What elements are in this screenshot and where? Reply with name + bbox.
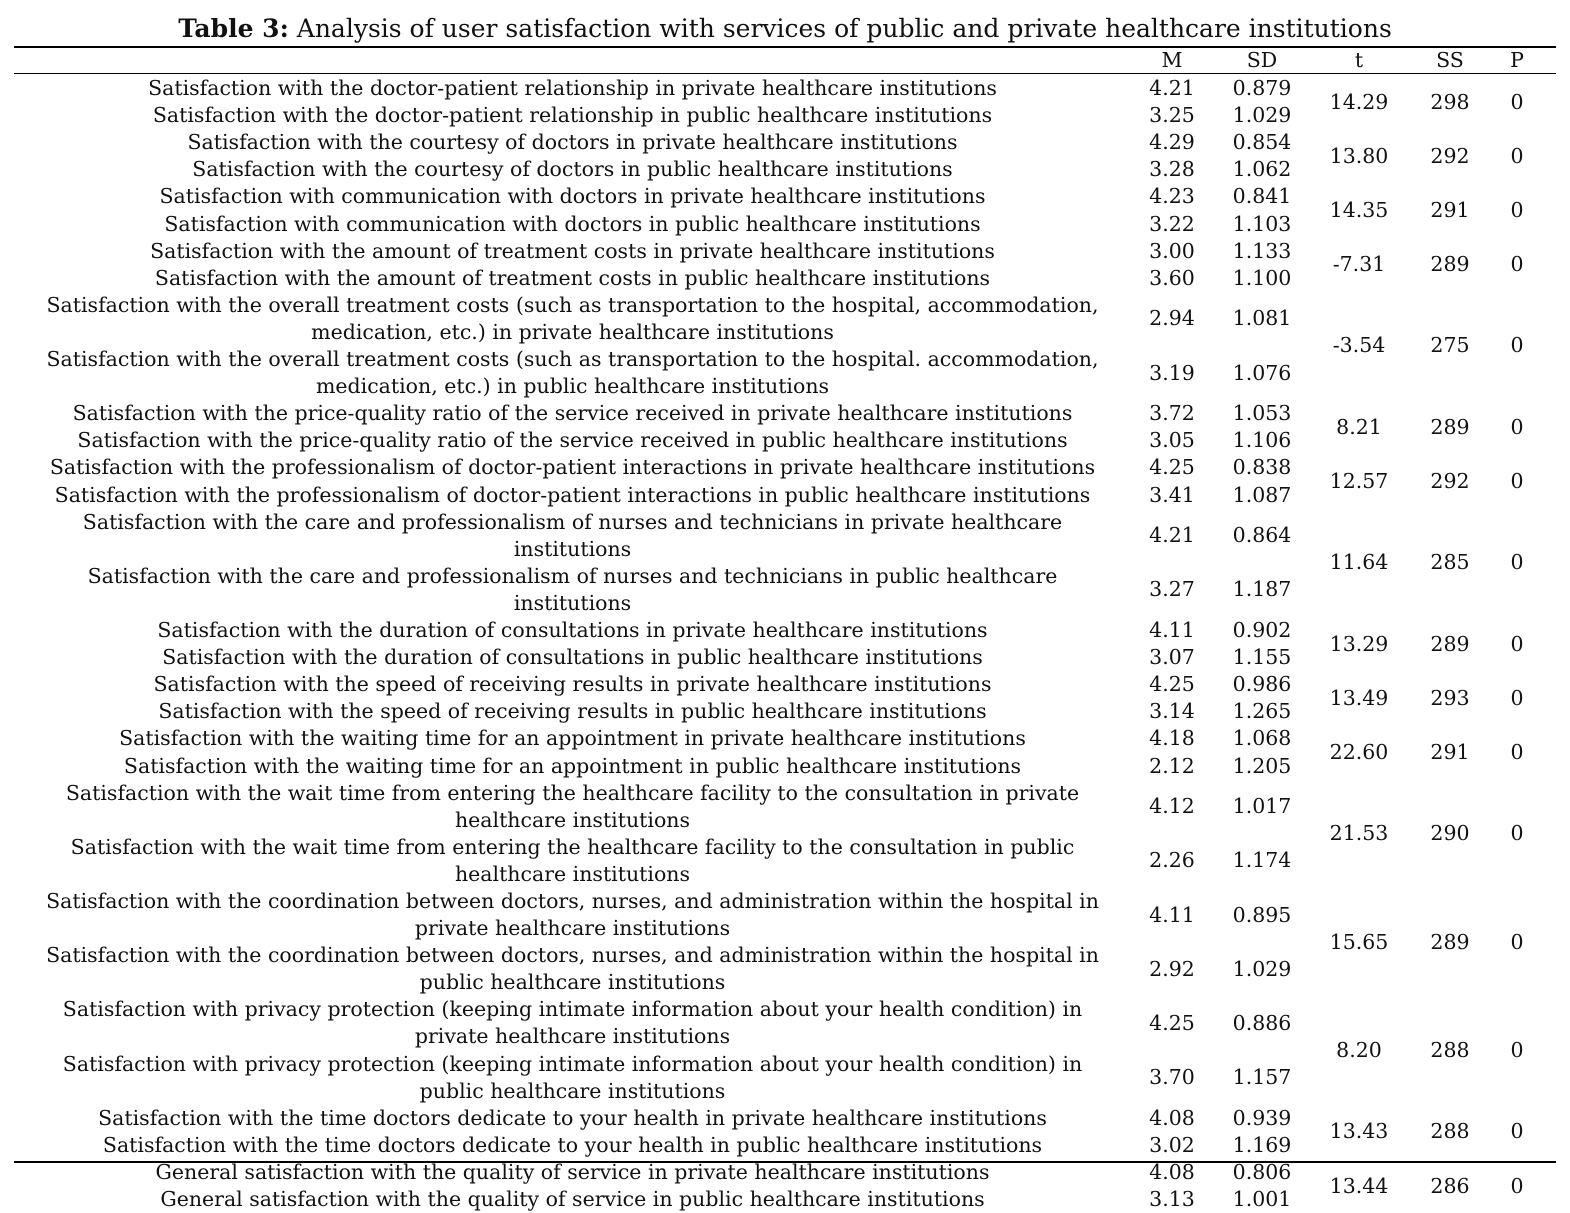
cell-p: 0: [1510, 821, 1524, 846]
row-label: Satisfaction with the duration of consultations in private healthcare institutions: [157, 618, 988, 642]
cell-sd: 1.053: [1232, 401, 1292, 426]
row-label: Satisfaction with the overall treatment costs (such as transportation to the hospital, accommodation, medication, etc.) in private healthcare institutions: [46, 292, 1099, 344]
cell-sd: 1.169: [1232, 1132, 1292, 1157]
cell-m: 4.25: [1149, 1010, 1195, 1035]
cell-m: 3.70: [1149, 1065, 1195, 1090]
cell-p: 0: [1510, 89, 1524, 114]
cell-t: 13.29: [1329, 631, 1389, 656]
cell-p: 0: [1510, 333, 1524, 358]
cell-sd: 0.879: [1232, 76, 1292, 101]
row-label: Satisfaction with the coordination between doctors, nurses, and administration within the hospital in public healthcare institutions: [46, 943, 1099, 995]
cell-sd: 0.838: [1232, 455, 1292, 480]
row-label: Satisfaction with the duration of consultations in public healthcare institutions: [162, 645, 983, 670]
cell-sd: 1.001: [1232, 1187, 1292, 1212]
cell-t: -7.31: [1332, 252, 1386, 277]
cell-sd: 1.103: [1232, 211, 1292, 236]
row-label: Satisfaction with privacy protection (keeping intimate information about your health condition) in public healthcare institutions: [62, 1051, 1083, 1103]
cell-ss: 292: [1430, 143, 1470, 168]
cell-m: 4.25: [1149, 455, 1195, 480]
cell-m: 4.21: [1149, 76, 1195, 101]
cell-sd: 1.106: [1232, 428, 1292, 453]
cell-ss: 289: [1430, 252, 1470, 277]
column-header-p: P: [1510, 48, 1524, 72]
row-label: Satisfaction with the wait time from entering the healthcare facility to the consultation in public healthcare institutions: [70, 834, 1075, 886]
cell-ss: 298: [1430, 89, 1470, 114]
row-label: Satisfaction with the coordination between doctors, nurses, and administration within the hospital in private healthcare institutions: [46, 889, 1099, 940]
row-label: Satisfaction with communication with doctors in private healthcare institutions: [159, 184, 986, 209]
column-header-ss: SS: [1436, 48, 1464, 72]
row-label: Satisfaction with the professionalism of doctor-patient interactions in private healthcare institutions: [49, 455, 1096, 480]
row-label: Satisfaction with the amount of treatment costs in private healthcare institutions: [150, 238, 995, 263]
cell-sd: 0.806: [1232, 1160, 1292, 1185]
column-header-m: M: [1161, 48, 1183, 72]
cell-p: 0: [1510, 468, 1524, 493]
row-label: Satisfaction with the doctor-patient relationship in private healthcare institutions: [148, 76, 997, 100]
cell-sd: 0.841: [1232, 184, 1292, 209]
cell-m: 3.13: [1149, 1187, 1195, 1212]
cell-ss: 275: [1430, 333, 1470, 358]
cell-t: -3.54: [1332, 333, 1386, 358]
cell-p: 0: [1510, 143, 1524, 168]
cell-t: 11.64: [1329, 550, 1389, 575]
cell-m: 4.11: [1149, 618, 1195, 643]
cell-p: 0: [1510, 197, 1524, 222]
cell-sd: 1.029: [1232, 956, 1292, 981]
cell-ss: 291: [1430, 739, 1470, 764]
cell-t: 12.57: [1329, 468, 1389, 493]
cell-sd: 1.187: [1232, 577, 1292, 602]
cell-m: 3.05: [1149, 428, 1195, 453]
cell-m: 4.23: [1149, 184, 1195, 209]
cell-sd: 0.895: [1232, 902, 1292, 927]
cell-p: 0: [1510, 631, 1524, 656]
cell-t: 13.44: [1329, 1173, 1389, 1198]
cell-sd: 0.854: [1232, 130, 1292, 155]
cell-m: 4.12: [1149, 794, 1195, 819]
cell-sd: 1.068: [1232, 726, 1292, 751]
cell-ss: 285: [1430, 550, 1470, 575]
row-label: Satisfaction with the professionalism of doctor-patient interactions in public healthcare institutions: [54, 482, 1091, 507]
cell-p: 0: [1510, 929, 1524, 954]
cell-p: 0: [1510, 739, 1524, 764]
cell-m: 4.08: [1149, 1160, 1195, 1185]
cell-sd: 1.157: [1232, 1065, 1292, 1090]
cell-m: 3.60: [1149, 265, 1195, 290]
cell-ss: 286: [1430, 1173, 1470, 1198]
cell-sd: 1.133: [1232, 238, 1292, 263]
row-label: Satisfaction with the speed of receiving results in public healthcare institutions: [158, 699, 987, 724]
cell-sd: 0.939: [1232, 1105, 1292, 1130]
cell-sd: 1.265: [1232, 699, 1292, 724]
cell-ss: 289: [1430, 929, 1470, 954]
cell-sd: 1.081: [1232, 306, 1292, 331]
cell-m: 3.02: [1149, 1132, 1195, 1157]
cell-p: 0: [1510, 1173, 1524, 1198]
row-label: Satisfaction with the waiting time for an appointment in private healthcare institutions: [119, 726, 1026, 751]
cell-sd: 1.100: [1232, 265, 1292, 290]
row-label: Satisfaction with the price-quality ratio of the service received in public healthcare institutions: [77, 428, 1068, 453]
cell-ss: 289: [1430, 631, 1470, 656]
cell-m: 4.25: [1149, 672, 1195, 697]
cell-t: 22.60: [1329, 739, 1389, 764]
table-caption-text: Analysis of user satisfaction with services of public and private healthcare institutions: [296, 14, 1392, 43]
cell-m: 3.22: [1149, 211, 1195, 236]
cell-m: 4.08: [1149, 1105, 1195, 1130]
cell-m: 4.21: [1149, 523, 1195, 548]
cell-sd: 1.205: [1232, 753, 1292, 778]
cell-t: 8.21: [1336, 414, 1382, 439]
cell-t: 13.43: [1329, 1119, 1389, 1144]
cell-sd: 1.017: [1232, 794, 1292, 819]
row-label: Satisfaction with the courtesy of doctors in public healthcare institutions: [192, 157, 953, 182]
cell-m: 2.12: [1149, 753, 1195, 778]
row-label: Satisfaction with the wait time from entering the healthcare facility to the consultation in private healthcare institutions: [65, 780, 1080, 832]
cell-p: 0: [1510, 252, 1524, 277]
row-label: Satisfaction with the time doctors dedicate to your health in public healthcare institutions: [102, 1132, 1043, 1157]
cell-ss: 288: [1430, 1119, 1470, 1144]
row-label: Satisfaction with the courtesy of doctors in private healthcare institutions: [187, 130, 958, 155]
table-caption-prefix: Table 3:: [178, 14, 289, 43]
cell-t: 15.65: [1329, 929, 1389, 954]
cell-m: 4.29: [1149, 130, 1195, 155]
cell-p: 0: [1510, 1119, 1524, 1144]
cell-m: 3.72: [1149, 401, 1195, 426]
cell-m: 2.94: [1149, 306, 1195, 331]
cell-m: 4.18: [1149, 726, 1195, 751]
cell-sd: 0.864: [1232, 523, 1292, 548]
cell-sd: 1.029: [1232, 103, 1292, 128]
cell-p: 0: [1510, 1038, 1524, 1063]
cell-sd: 1.155: [1232, 645, 1292, 670]
cell-t: 21.53: [1329, 821, 1389, 846]
cell-sd: 1.087: [1232, 482, 1292, 507]
cell-ss: 289: [1430, 414, 1470, 439]
row-label: Satisfaction with the care and professionalism of nurses and technicians in private healthcare institutions: [82, 509, 1063, 561]
cell-m: 3.14: [1149, 699, 1195, 724]
cell-t: 13.80: [1329, 143, 1389, 168]
row-label: Satisfaction with the care and professionalism of nurses and technicians in public healthcare institutions: [87, 563, 1058, 615]
cell-p: 0: [1510, 414, 1524, 439]
cell-sd: 1.174: [1232, 848, 1292, 873]
cell-m: 3.28: [1149, 157, 1195, 182]
row-label: Satisfaction with communication with doctors in public healthcare institutions: [164, 211, 981, 236]
row-label: Satisfaction with the speed of receiving results in private healthcare institutions: [153, 672, 992, 697]
cell-sd: 1.062: [1232, 157, 1292, 182]
column-header-sd: SD: [1246, 48, 1278, 72]
cell-sd: 1.076: [1232, 360, 1292, 385]
cell-p: 0: [1510, 685, 1524, 710]
row-label: Satisfaction with the doctor-patient relationship in public healthcare institutions: [152, 103, 993, 128]
cell-ss: 292: [1430, 468, 1470, 493]
row-label: Satisfaction with privacy protection (keeping intimate information about your health condition) in private healthcare institutions: [62, 997, 1083, 1049]
cell-m: 3.25: [1149, 103, 1195, 128]
row-label: General satisfaction with the quality of service in public healthcare institutions: [160, 1187, 985, 1212]
cell-m: 4.11: [1149, 902, 1195, 927]
cell-m: 3.19: [1149, 360, 1195, 385]
cell-ss: 288: [1430, 1038, 1470, 1063]
cell-m: 3.27: [1149, 577, 1195, 602]
cell-m: 3.41: [1149, 482, 1195, 507]
cell-m: 2.92: [1149, 956, 1195, 981]
column-header-t: t: [1354, 48, 1364, 72]
row-label: Satisfaction with the overall treatment costs (such as transportation to the hospital. accommodation, medication, etc.) in public healthcare institutions: [46, 347, 1099, 398]
cell-m: 2.26: [1149, 848, 1195, 873]
row-label: General satisfaction with the quality of service in private healthcare institutions: [155, 1160, 990, 1184]
cell-sd: 0.886: [1232, 1010, 1292, 1035]
cell-m: 3.07: [1149, 645, 1195, 670]
cell-p: 0: [1510, 550, 1524, 575]
cell-sd: 0.986: [1232, 672, 1292, 697]
cell-m: 3.00: [1149, 238, 1195, 263]
cell-t: 14.35: [1329, 197, 1389, 222]
cell-t: 8.20: [1336, 1038, 1382, 1063]
cell-sd: 0.902: [1232, 618, 1292, 643]
row-label: Satisfaction with the waiting time for an appointment in public healthcare institutions: [123, 753, 1022, 778]
cell-t: 14.29: [1329, 89, 1389, 114]
row-label: Satisfaction with the amount of treatment costs in public healthcare institutions: [154, 265, 991, 290]
row-label: Satisfaction with the price-quality ratio of the service received in private healthcare institutions: [72, 401, 1073, 426]
cell-ss: 290: [1430, 821, 1470, 846]
cell-t: 13.49: [1329, 685, 1389, 710]
cell-ss: 291: [1430, 197, 1470, 222]
cell-ss: 293: [1430, 685, 1470, 710]
row-label: Satisfaction with the time doctors dedicate to your health in private healthcare institutions: [98, 1105, 1047, 1130]
table-caption: [0, 12, 1570, 46]
